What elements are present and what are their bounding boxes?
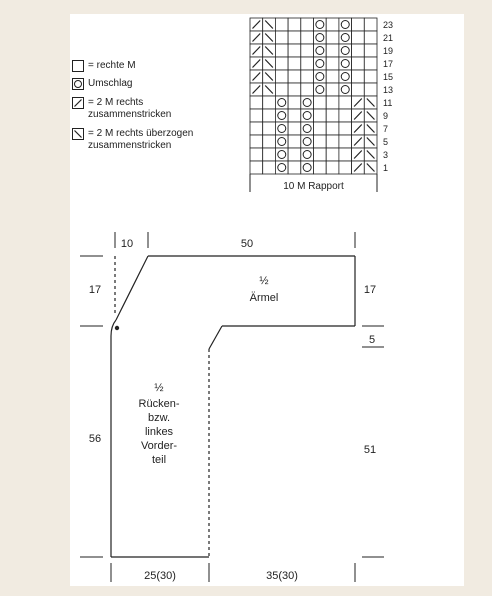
chart-cell <box>263 135 276 148</box>
chart-cell <box>250 148 263 161</box>
row-number: 13 <box>383 85 394 95</box>
repeat-label: 10 M Rapport <box>283 181 344 192</box>
chart-cell <box>326 109 339 122</box>
underarm-curve <box>209 326 222 349</box>
chart-cell <box>326 18 339 31</box>
row-number: 15 <box>383 72 394 82</box>
dim-top-left: 10 <box>120 238 134 250</box>
dim-bottom-right: 35(30) <box>266 570 298 582</box>
chart-cell <box>364 31 377 44</box>
chart-cell <box>326 96 339 109</box>
row-number: 5 <box>383 137 389 147</box>
row-number: 19 <box>383 46 394 56</box>
chart-cell <box>364 18 377 31</box>
chart-cell <box>326 57 339 70</box>
chart-cell <box>314 109 327 122</box>
body-label-line: Vorder- <box>140 440 178 452</box>
chart-cell <box>314 122 327 135</box>
chart-cell <box>339 109 352 122</box>
chart-cell <box>352 31 365 44</box>
chart-cell <box>275 31 288 44</box>
chart-cell <box>275 70 288 83</box>
garment-schematic <box>80 232 384 582</box>
chart-cell <box>326 148 339 161</box>
sleeve-label: Ärmel <box>249 292 279 304</box>
dim-right-mid: 5 <box>368 334 376 346</box>
chart-cell <box>339 135 352 148</box>
body-label-line: bzw. <box>147 412 171 424</box>
chart-cell <box>326 44 339 57</box>
row-number: 17 <box>383 59 394 69</box>
center-edge <box>111 320 116 557</box>
legend-text: = 2 M rechts überzogen zusammenstricken <box>88 128 194 151</box>
chart-cell <box>326 122 339 135</box>
chart-cell <box>250 161 263 174</box>
chart-cell <box>301 57 314 70</box>
chart-cell <box>326 31 339 44</box>
sleeve-half-mark: ½ <box>259 275 269 287</box>
row-number: 9 <box>383 111 389 121</box>
chart-cell <box>263 161 276 174</box>
chart-cell <box>314 148 327 161</box>
chart-cell <box>314 135 327 148</box>
chart-cell <box>288 70 301 83</box>
row-number: 7 <box>383 124 389 134</box>
chart-cell <box>288 135 301 148</box>
chart-cell <box>288 31 301 44</box>
chart-cell <box>352 70 365 83</box>
legend-text: = 2 M rechts zusammenstricken <box>88 97 172 120</box>
chart-cell <box>326 161 339 174</box>
body-label <box>139 382 180 466</box>
chart-cell <box>288 44 301 57</box>
chart-cell <box>288 148 301 161</box>
chart-cell <box>250 122 263 135</box>
body-label-line: linkes <box>144 426 174 438</box>
chart-cell <box>288 109 301 122</box>
stitch-chart <box>250 18 377 192</box>
chart-cell <box>288 18 301 31</box>
chart-cell <box>352 83 365 96</box>
body-label-line: Rücken- <box>138 398 180 410</box>
row-number: 23 <box>383 20 394 30</box>
chart-cell <box>263 148 276 161</box>
chart-cell <box>275 83 288 96</box>
chart-cell <box>301 83 314 96</box>
dim-left-upper: 17 <box>88 284 102 296</box>
dim-right-upper: 17 <box>363 284 377 296</box>
dim-right-lower: 51 <box>363 444 377 456</box>
chart-cell <box>288 161 301 174</box>
chart-cell <box>339 148 352 161</box>
marker-dot <box>115 326 119 330</box>
chart-cell <box>314 96 327 109</box>
chart-cell <box>364 83 377 96</box>
chart-cell <box>288 122 301 135</box>
chart-cell <box>263 122 276 135</box>
chart-cell <box>352 57 365 70</box>
chart-cell <box>314 161 327 174</box>
chart-cell <box>250 135 263 148</box>
chart-cell <box>301 44 314 57</box>
row-number: 21 <box>383 33 394 43</box>
chart-cell <box>275 18 288 31</box>
row-number: 1 <box>383 163 389 173</box>
chart-cell <box>301 18 314 31</box>
body-label-line: ½ <box>154 382 164 394</box>
chart-cell <box>250 96 263 109</box>
dim-top-right: 50 <box>240 238 254 250</box>
legend-text: = rechte M <box>88 60 136 71</box>
chart-cell <box>326 83 339 96</box>
chart-cell <box>339 122 352 135</box>
dim-left-lower: 56 <box>88 433 102 445</box>
chart-cell <box>339 161 352 174</box>
chart-cell <box>250 109 263 122</box>
chart-cell <box>364 44 377 57</box>
chart-cell <box>352 44 365 57</box>
row-number-column <box>383 20 393 173</box>
body-label-line: teil <box>151 454 167 466</box>
chart-cell <box>326 135 339 148</box>
chart-cell <box>364 70 377 83</box>
chart-cell <box>275 44 288 57</box>
row-number: 3 <box>383 150 389 160</box>
neckline <box>116 256 148 320</box>
chart-cell <box>288 96 301 109</box>
chart-cell <box>275 57 288 70</box>
chart-cell <box>263 109 276 122</box>
chart-cell <box>301 31 314 44</box>
chart-cell <box>288 57 301 70</box>
chart-cell <box>263 96 276 109</box>
chart-cell <box>339 96 352 109</box>
dim-bottom-left: 25(30) <box>144 570 176 582</box>
row-number: 11 <box>383 98 393 108</box>
chart-cell <box>364 57 377 70</box>
chart-cell <box>301 70 314 83</box>
legend-text: Umschlag <box>88 78 133 89</box>
chart-cell <box>352 18 365 31</box>
chart-cell <box>288 83 301 96</box>
chart-cell <box>326 70 339 83</box>
